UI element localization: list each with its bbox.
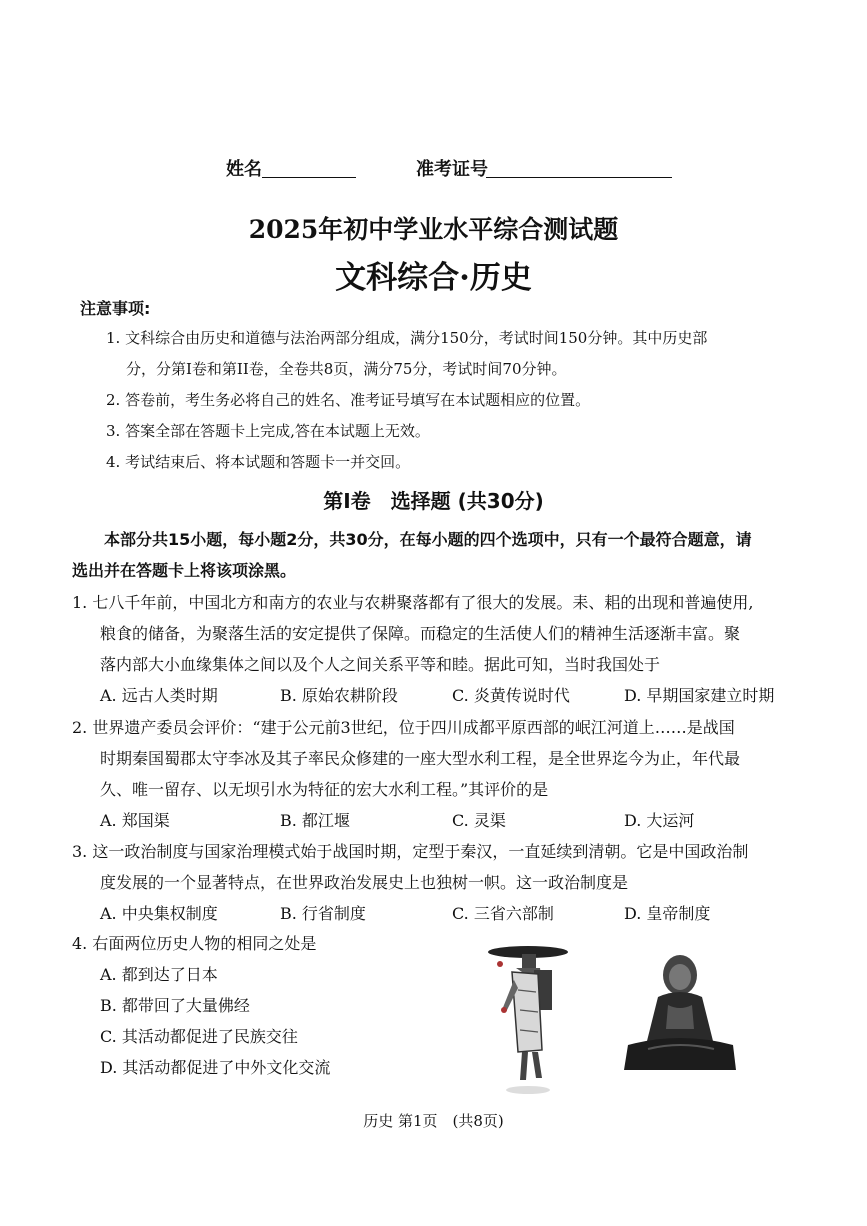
options-row [72, 680, 797, 711]
question-stem-line: 度发展的一个显著特点，在世界政治发展史上也独树一帜。这一政治制度是 [100, 873, 629, 892]
option-a[interactable]: A. 郑国渠 [100, 811, 170, 830]
notice-item: 3. 答案全部在答题卡上完成,答在本试题上无效。 [106, 422, 430, 440]
question-stem-line: 1. 七八千年前，中国北方和南方的农业与农耕聚落都有了很大的发展。耒、耜的出现和普遍使用, [72, 593, 754, 612]
question-3 [72, 836, 797, 929]
option-d[interactable]: D. 大运河 [624, 811, 695, 830]
options-row [72, 805, 797, 836]
page-footer: 历史 第1页 (共8页) [363, 1112, 504, 1130]
option-a[interactable]: A. 远古人类时期 [100, 686, 218, 705]
intro-line: 选出并在答题卡上将该项涂黑。 [72, 561, 297, 580]
seated-monk-statue-photo [618, 945, 743, 1075]
candidate-info-row [226, 155, 686, 183]
notice-item: 1. 文科综合由历史和道德与法治两部分组成，满分150分，考试时间150分钟。其中历史部 [106, 329, 708, 347]
option-b[interactable]: B. 原始农耕阶段 [280, 686, 398, 705]
option-b[interactable]: B. 都带回了大量佛经 [100, 996, 250, 1015]
option-c[interactable]: C. 炎黄传说时代 [452, 686, 570, 705]
notice-item: 4. 考试结束后、将本试题和答题卡一并交回。 [106, 453, 411, 471]
walking-monk-illustration [478, 940, 578, 1098]
intro-line: 本部分共15小题，每小题2分，共30分，在每小题的四个选项中，只有一个最符合题意，请 [104, 530, 752, 549]
option-d[interactable]: D. 早期国家建立时期 [624, 686, 775, 705]
section-title: 第I卷 选择题 (共30分) [323, 489, 544, 513]
notice-item: 2. 答卷前，考生务必将自己的姓名、准考证号填写在本试题相应的位置。 [106, 391, 591, 409]
option-a[interactable]: A. 都到达了日本 [100, 965, 218, 984]
question-4 [72, 928, 472, 1083]
option-c[interactable]: C. 灵渠 [452, 811, 506, 830]
option-d[interactable]: D. 其活动都促进了中外文化交流 [100, 1058, 331, 1077]
exam-id-blank[interactable] [486, 177, 672, 178]
option-c[interactable]: C. 其活动都促进了民族交往 [100, 1027, 298, 1046]
question-2 [72, 712, 797, 836]
question-stem-line: 落内部大小血缘集体之间以及个人之间关系平等和睦。据此可知，当时我国处于 [100, 655, 661, 674]
exam-title: 2025年初中学业水平综合测试题 [248, 215, 619, 244]
notice-list [106, 323, 806, 478]
notice-heading: 注意事项: [80, 299, 151, 318]
option-a[interactable]: A. 中央集权制度 [100, 904, 218, 923]
option-b[interactable]: B. 行省制度 [280, 904, 366, 923]
name-label: 姓名 [226, 159, 262, 180]
section-intro [72, 524, 792, 586]
question-stem-line: 时期秦国蜀郡太守李冰及其子率民众修建的一座大型水利工程，是全世界迄今为止，年代最 [100, 749, 741, 768]
option-c[interactable]: C. 三省六部制 [452, 904, 554, 923]
question-stem-line: 粮食的储备，为聚落生活的安定提供了保障。而稳定的生活使人们的精神生活逐渐丰富。聚 [100, 624, 741, 643]
options-row [72, 898, 797, 929]
question-stem-line: 久、唯一留存、以无坝引水为特征的宏大水利工程。”其评价的是 [100, 780, 549, 799]
question-stem-line: 3. 这一政治制度与国家治理模式始于战国时期，定型于秦汉，一直延续到清朝。它是中国政治制 [72, 842, 749, 861]
name-blank[interactable] [262, 177, 356, 178]
option-d[interactable]: D. 皇帝制度 [624, 904, 711, 923]
notice-item: 分，分第I卷和第II卷，全卷共8页，满分75分，考试时间70分钟。 [126, 360, 567, 378]
exam-subtitle: 文科综合·历史 [335, 260, 532, 296]
option-b[interactable]: B. 都江堰 [280, 811, 350, 830]
question-stem-line: 4. 右面两位历史人物的相同之处是 [72, 934, 317, 953]
question-1 [72, 587, 797, 711]
exam-id-label: 准考证号 [416, 159, 488, 180]
question-stem-line: 2. 世界遗产委员会评价：“建于公元前3世纪，位于四川成都平原西部的岷江河道上……是战国 [72, 718, 735, 737]
